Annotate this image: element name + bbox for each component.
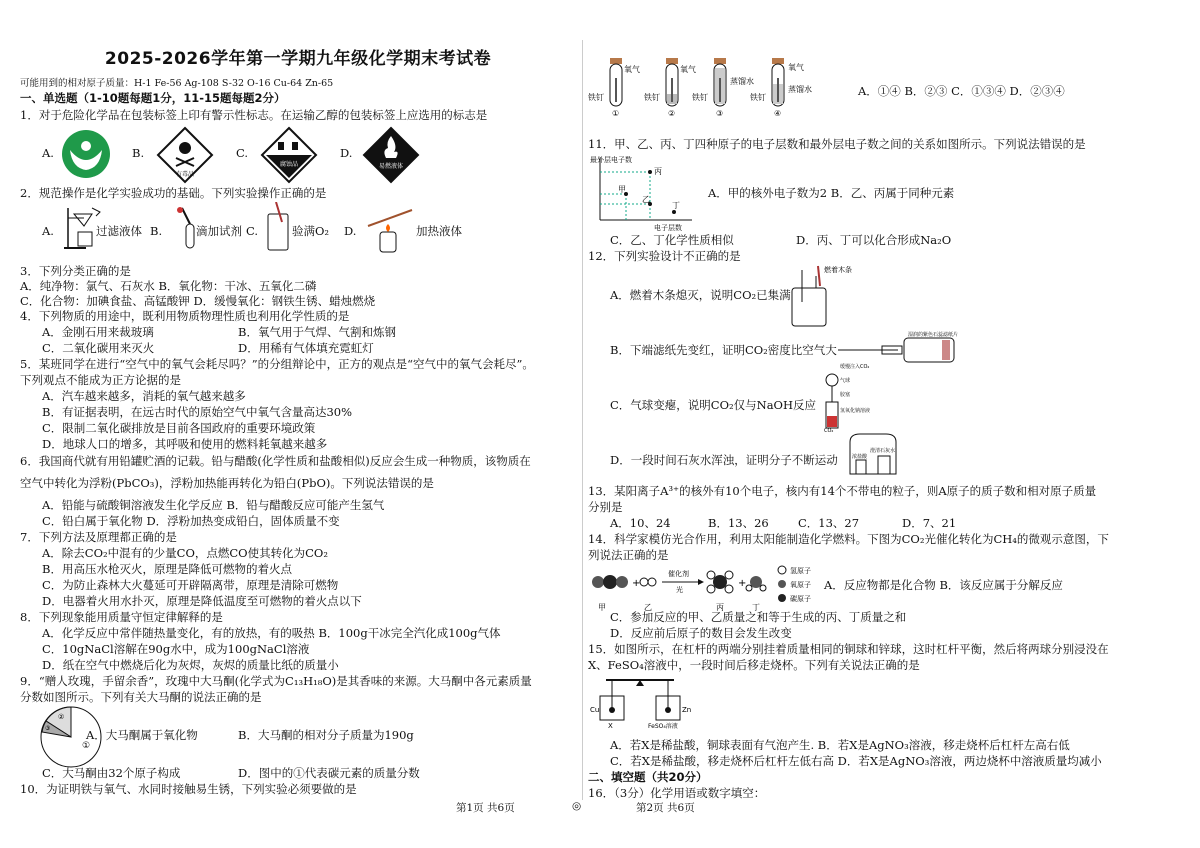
q14-line-1: A．反应物都是化合物 B．该反应属于分解反应 (824, 578, 1063, 592)
lever-balance-figure (588, 674, 698, 730)
tube-4-num: ④ (774, 109, 782, 116)
q4-stem: 4．下列物质的用途中，既利用物质物理性质也利用化学性质的是 (20, 309, 350, 323)
heating-liquid-icon (362, 202, 416, 254)
q6-stem-2: 空气中转化为浮粉(PbCO₃)，浮粉加热能再转化为铅白(PbO)。下列说法错误的是 (20, 476, 434, 490)
q4-option-a: A．金刚石用来裁玻璃 (42, 325, 154, 339)
q11-stem: 11．甲、乙、丙、丁四种原子的电子层数和最外层电子数之间的关系如图所示。下列说法错误的是 (588, 137, 1086, 151)
label-ding: 丁 (672, 201, 680, 210)
chart-xlabel: 电子层数 (654, 224, 682, 232)
pie-label-1: ① (82, 741, 91, 751)
limewater-label: 澄清石灰水 (870, 448, 896, 454)
q13-stem: 13．某阳离子A³⁺的核外有10个电子，核内有14个不带电的粒子，则A原子的质子数和相对原子质量 (588, 484, 1097, 498)
chart-ylabel: 最外层电子数 (590, 156, 632, 164)
green-safety-icon (60, 128, 112, 180)
q6-line-1: A．铅能与硫酸铜溶液发生化学反应 B．铅与醋酸反应可能产生氢气 (42, 498, 385, 512)
q6-line-2: C．铅白属于氧化物 D．浮粉加热变成铅白，固体质量不变 (42, 514, 340, 528)
q4-option-d: D．用稀有气体填充霓虹灯 (238, 341, 374, 355)
q1-stem: 1．对于危险化学品在包装标签上印有警示性标志。在运输乙醇的包装标签上应选用的标志是 (20, 108, 488, 122)
q2-option-b: B. (150, 224, 163, 238)
q15-line-1: A．若X是稀盐酸，铜球表面有气泡产生. B．若X是AgNO₃溶液，移走烧杯后杠杆左高右低 (610, 738, 1070, 752)
q13-stem-2: 分别是 (588, 500, 623, 514)
q2-a-text: 过滤液体 (96, 224, 142, 238)
gas-jar-icon (264, 202, 294, 252)
tube-4-nail: 铁钉 (750, 93, 766, 102)
point-ding (672, 210, 676, 214)
q10-stem: 10．为证明铁与氧气、水同时接触易生锈，下列实验必须要做的是 (20, 782, 357, 796)
catalyst-label: 催化剂 (668, 570, 689, 578)
q15-stem: 15．如图所示，在杠杆的两端分别挂着质量相同的铜球和锌球，这时杠杆平衡，然后将两球分别浸没在 (588, 642, 1109, 656)
q5-stem: 5．某班同学在进行“空气中的氧气会耗尽吗？”的分组辩论中，正方的观点是“空气中的氧气会耗尽”。 (20, 357, 534, 371)
q12-option-b: B．下端滤纸先变红，证明CO₂密度比空气大 (610, 343, 837, 357)
q14-option-d: D．反应前后原子的数目会发生改变 (610, 626, 792, 640)
q11-option-c: C．乙、丁化学性质相似 (610, 233, 734, 247)
svg-text:+: + (632, 578, 641, 589)
tube-3-nail: 铁钉 (692, 93, 708, 102)
tube-3-num: ③ (716, 109, 724, 116)
atomic-masses: 可能用到的相对原子质量：H-1 Fe-56 Ag-108 S-32 O-16 Cu-64 Zn-65 (20, 78, 334, 89)
q9-option-d: D．图中的①代表碳元素的质量分数 (238, 766, 420, 780)
legend-h: 氢原子 (790, 567, 811, 575)
q2-d-text: 加热液体 (416, 224, 462, 238)
corrosive-sign-icon (260, 126, 318, 184)
footer-center-mark: ◎ (572, 800, 582, 812)
co2-flask-label: CO₂ (824, 428, 834, 432)
label-yi: 乙 (642, 195, 650, 204)
molecule-reaction-figure (588, 562, 858, 614)
svg-text:+: + (738, 578, 747, 589)
name-ding: 丁 (752, 603, 760, 612)
q7-stem: 7．下列方法及原理都正确的是 (20, 530, 177, 544)
tube-3-label: 蒸馏水 (730, 77, 754, 86)
feso4-label: FeSO₄溶液 (648, 723, 678, 730)
iron-rust-tubes-figure (588, 54, 818, 116)
toxic-label: 有毒品 (175, 171, 195, 178)
pie-label-3: ③ (45, 725, 51, 732)
toxic-sign-icon (156, 126, 214, 184)
name-yi: 乙 (644, 603, 652, 612)
bell-jar-figure (846, 432, 900, 476)
page-divider (582, 40, 583, 800)
point-bing (648, 170, 652, 174)
balloon-label: 气球 (840, 378, 851, 384)
q5-option-b: B．有证据表明，在远古时代的原始空气中氧气含量高达30% (42, 405, 353, 419)
tube-1 (588, 58, 640, 116)
q13-option-a: A．10、24 (610, 516, 671, 530)
q5-option-c: C．限制二氧化碳排放是目前各国政府的重要环境政策 (42, 421, 316, 435)
q9-option-b: B．大马酮的相对分子质量为190g (238, 728, 414, 742)
legend-o: 氧原子 (790, 581, 811, 589)
q4-option-b: B．氧气用于气焊、气割和炼钢 (238, 325, 396, 339)
q12-option-d: D．一段时间石灰水浑浊，证明分子不断运动 (610, 453, 838, 467)
q2-stem: 2．规范操作是化学实验成功的基础。下列实验操作正确的是 (20, 186, 327, 200)
q9-stem-2: 分数如图所示。下列有关大马酮的说法正确的是 (20, 690, 262, 704)
name-bing: 丙 (716, 603, 724, 612)
q14-stem-2: 列说法正确的是 (588, 548, 669, 562)
q11-line-1: A．甲的核外电子数为2 B．乙、丙属于同种元素 (708, 186, 955, 200)
splint-label: 燃着木条 (824, 266, 852, 274)
legend-c: 碳原子 (790, 595, 811, 603)
gas-bottle-splint-figure (788, 262, 852, 328)
q5-stem-2: 下列观点不能成为正方论据的是 (20, 373, 181, 387)
q12-option-a: A．燃着木条熄灭，说明CO₂已集满 (610, 288, 791, 302)
q8-option-d: D．纸在空气中燃烧后化为灰烬，灰烬的质量比纸的质量小 (42, 658, 339, 672)
q12-option-c: C．气球变瘪，说明CO₂仅与NaOH反应 (610, 398, 817, 412)
flammable-label: 易燃液体 (378, 163, 404, 170)
section-1-heading: 一、单选题（1-10题每题1分，11-15题每题2分） (20, 91, 286, 105)
stopper-label: 胶塞 (840, 392, 851, 398)
litmus-paper-label: 湿润的紫色石蕊滤纸片 (908, 332, 959, 338)
q7-option-a: A．除去CO₂中混有的少量CO，点燃CO使其转化为CO₂ (42, 546, 328, 560)
tube-2-label: 氧气 (680, 65, 696, 74)
footer-page-2: 第2页 共6页 (636, 802, 695, 814)
tube-2 (644, 58, 696, 116)
pie-label-2: ② (58, 713, 65, 721)
q15-line-2: C．若X是稀盐酸，移走烧杯后杠杆左低右高 D．若X是AgNO₃溶液，两边烧杯中溶液质量均减小 (610, 754, 1102, 768)
tube-2-num: ② (668, 109, 676, 116)
tube-4-label: 氧气 (788, 63, 804, 72)
q10-options: A．①④ B．②③ C．①③④ D．②③④ (858, 84, 1065, 98)
q2-c-text: 验满O₂ (292, 224, 330, 238)
zn-label: Zn (682, 706, 692, 714)
q2-b-text: 滴加试剂 (196, 224, 242, 238)
q3-line-2: C．化合物：加碘食盐、高锰酸钾 D．缓慢氧化：钢铁生锈、蜡烛燃烧 (20, 294, 376, 308)
q1-option-d: D. (340, 146, 353, 160)
q8-stem: 8．下列现象能用质量守恒定律解释的是 (20, 610, 223, 624)
q5-option-d: D．地球人口的增多，其呼吸和使用的燃料耗氧越来越多 (42, 437, 328, 451)
co2-tube-filter-figure (838, 328, 968, 372)
footer-page-1: 第1页 共6页 (456, 802, 515, 814)
q9-option-c: C．大马酮由32个原子构成 (42, 766, 181, 780)
q2-option-a: A. (42, 224, 54, 238)
q2-option-d: D. (344, 224, 357, 238)
q16-stem: 16．（3分）化学用语或数字填空： (588, 786, 766, 800)
tube-4 (750, 58, 812, 116)
q8-option-c: C．10gNaCl溶解在90g水中，成为100gNaCl溶液 (42, 642, 310, 656)
q13-option-c: C．13、27 (798, 516, 860, 530)
tube-1-num: ① (612, 109, 620, 116)
q1-option-c: C. (236, 146, 249, 160)
q8-option-a: A．化学反应中常伴随热量变化，有的放热，有的吸热 B．100g干冰完全汽化成100g气体 (42, 626, 501, 640)
q7-option-c: C．为防止森林大火蔓延可开辟隔离带，原理是清除可燃物 (42, 578, 339, 592)
q7-option-b: B．用高压水枪灭火，原理是降低可燃物的着火点 (42, 562, 292, 576)
corrosive-label: 腐蚀品 (279, 161, 299, 168)
balloon-flask-figure (818, 372, 872, 432)
x-label: X (608, 722, 613, 730)
left-page (20, 0, 576, 848)
tube-3 (692, 58, 754, 116)
q1-option-a: A. (42, 146, 54, 160)
right-page (588, 0, 1176, 848)
q9-option-a: A．大马酮属于氧化物 (86, 728, 198, 742)
q7-option-d: D．电器着火用水扑灭，原理是降低温度至可燃物的着火点以下 (42, 594, 362, 608)
exam-title: 2025-2026学年第一学期九年级化学期末考试卷 (104, 49, 492, 69)
q1-option-b: B. (132, 146, 145, 160)
q3-stem: 3．下列分类正确的是 (20, 264, 131, 278)
q4-option-c: C．二氧化碳用来灭火 (42, 341, 155, 355)
tube-4-label-2: 蒸馏水 (788, 85, 812, 94)
q12-stem: 12．下列实验设计不正确的是 (588, 249, 741, 263)
naoh-label: 氢氧化钠溶液 (840, 408, 871, 414)
label-bing: 丙 (654, 167, 662, 176)
tube-2-nail: 铁钉 (644, 93, 660, 102)
electron-shell-chart (588, 154, 698, 232)
q11-option-d: D．丙、丁可以化合形成Na₂O (796, 233, 952, 247)
light-label: 光 (676, 586, 683, 594)
flammable-liquid-sign-icon (362, 126, 420, 184)
cu-label: Cu (590, 706, 600, 714)
tube-1-label: 氧气 (624, 65, 640, 74)
label-jia: 甲 (618, 185, 626, 194)
q6-stem: 6．我国商代就有用铅罐贮酒的记载。铅与醋酸(化学性质和盐酸相似)反应会生成一种物质，该物质在 (20, 454, 531, 468)
co2-inject-label: 缓慢注入CO₂ (840, 364, 870, 370)
q3-line-1: A．纯净物：氯气、石灰水 B．氧化物：干冰、五氧化二磷 (20, 279, 317, 293)
q14-option-c: C．参加反应的甲、乙质量之和等于生成的丙、丁质量之和 (610, 610, 907, 624)
q9-stem: 9．“赠人玫瑰，手留余香”，玫瑰中大马酮(化学式为C₁₃H₁₈O)是其香味的来源。大马酮中各元素质量 (20, 674, 532, 688)
tube-1-nail: 铁钉 (588, 93, 604, 102)
q13-option-b: B．13、26 (708, 516, 769, 530)
q14-stem: 14．科学家模仿光合作用，利用太阳能制造化学燃料。下图为CO₂光催化转化为CH₄的微观示意图，下 (588, 532, 1109, 546)
section-2-heading: 二、填空题（共20分） (588, 770, 708, 784)
q5-option-a: A．汽车越来越多，消耗的氧气越来越多 (42, 389, 246, 403)
hcl-label: 浓盐酸 (852, 454, 868, 460)
q15-stem-2: X、FeSO₄溶液中，一段时间后移走烧杯。下列有关说法正确的是 (588, 658, 920, 672)
q2-option-c: C. (246, 224, 259, 238)
name-jia: 甲 (598, 603, 606, 612)
q13-option-d: D．7、21 (902, 516, 957, 530)
